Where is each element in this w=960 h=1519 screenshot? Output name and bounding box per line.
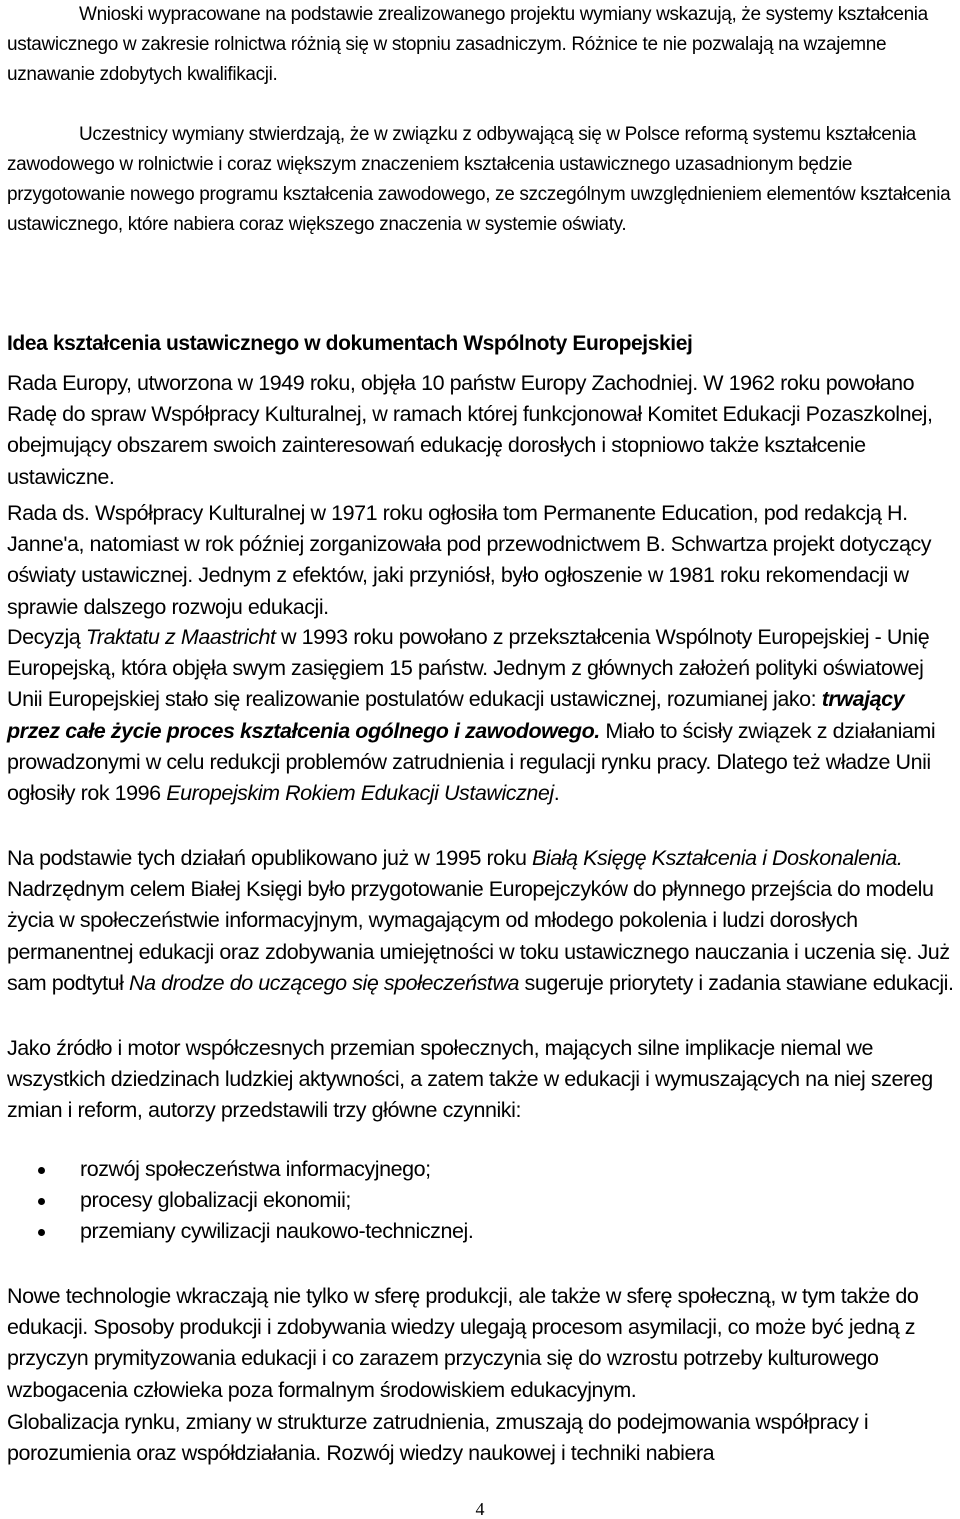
factors-intro-paragraph: Jako źródło i motor współczesnych przemian społecznych, mających silne implikacje niemal we wszystkich dziedzinach ludzkiej aktywności, a zatem także w edukacji i wymuszających na niej szereg zmian i reform, autorzy przedstawili trzy główne czynniki: <box>7 1036 933 1123</box>
lifelong-learning-definition: trwający przez całe życie proces kształcenia ogólnego i zawodowego. <box>7 687 905 743</box>
conclusion-paragraph: Wnioski wypracowane na podstawie zrealizowanego projektu wymiany wskazują, że systemy kształcenia ustawicznego w zakresie rolnictwa różnią się w stopniu zasadniczym. Różnice te nie pozwalają na wzajemne uznawanie zdobytych kwalifikacji. <box>7 4 928 85</box>
list-item <box>7 1216 947 1247</box>
bullet-icon <box>38 1198 45 1205</box>
maastricht-text-a: Decyzją <box>7 625 86 649</box>
white-paper-text-c: sugeruje priorytety i zadania stawiane edukacji. <box>519 970 954 995</box>
globalization-paragraph: Globalizacja rynku, zmiany w strukturze zatrudnienia, zmuszają do podejmowania współpracy i porozumienia oraz współdziałania. Rozwój wiedzy naukowej i techniki nabiera <box>7 1410 869 1466</box>
list-item <box>7 1185 947 1216</box>
list-item <box>7 1154 947 1185</box>
section-heading: Idea kształcenia ustawicznego w dokumentach Wspólnoty Europejskiej <box>7 332 693 356</box>
factor-label: przemiany cywilizacji naukowo-technicznej. <box>80 1219 474 1243</box>
bullet-icon <box>38 1229 45 1236</box>
participants-paragraph: Uczestnicy wymiany stwierdzają, że w związku z odbywającą się w Polsce reformą systemu kształcenia zawodowego w rolnictwie i coraz większym znaczeniem kształcenia ustawicznego uzasadnionym będzie przygotowanie nowego programu kształcenia zawodowego, ze szczególnym uwzględnieniem elementów kształcenia ustawicznego, które nabiera coraz większego znaczenia w systemie oświaty. <box>7 124 951 235</box>
maastricht-text-d: . <box>553 781 560 806</box>
treaty-name: Traktatu z Maastricht <box>85 625 276 649</box>
white-paper-text-b: Nadrzędnym celem Białej Księgi było przygotowanie Europejczyków do płynnego przejścia do modelu życia w społeczeństwie informacyjnym, wymagającym od młodego pokolenia i ludzi dorosłych permanentnej edukacji oraz zdobywania umiejętności w toku ustawicznego nauczania i uczenia się. Już sam podtytuł <box>7 877 950 995</box>
factors-list <box>7 1154 947 1247</box>
white-paper-text-a: Na podstawie tych działań opublikowano już w 1995 roku <box>7 846 533 870</box>
cultural-cooperation-paragraph: Rada ds. Współpracy Kulturalnej w 1971 roku ogłosiła tom Permanente Education, pod redakcją H. Janne'a, natomiast w rok później zorganizowała pod przewodnictwem B. Schwartza projekt dotyczący oświaty ustawicznej. Jednym z efektów, jaki przyniósł, było ogłoszenie w 1981 roku rekomendacji w sprawie dalszego rozwoju edukacji. <box>7 501 932 619</box>
maastricht-text-c: Miało to ścisły związek z działaniami prowadzonymi w celu redukcji problemów zatrudnienia i regulacji rynku pracy. Dlatego też władze Unii ogłosiły rok 1996 <box>7 718 936 806</box>
white-paper-subtitle: Na drodze do uczącego się społeczeństwa <box>129 970 520 995</box>
page-number: 4 <box>475 1499 485 1519</box>
technology-paragraph: Nowe technologie wkraczają nie tylko w sferę produkcji, ale także w sferę społeczną, w tym także do edukacji. Sposoby produkcji i zdobywania wiedzy ulegają procesom asymilacji, co może być jedną z przyczyn prymityzowania edukacji i co zarazem przyczynia się do wzrostu potrzeby kulturowego wzbogacenia człowieka poza formalnym środowiskiem edukacyjnym. <box>7 1284 919 1402</box>
white-paper-title: Białą Księgę Kształcenia i Doskonalenia. <box>532 846 903 870</box>
white-paper-paragraph <box>7 843 957 999</box>
maastricht-text-b: w 1993 roku powołano z przekształcenia Wspólnoty Europejskiej - Unię Europejską, która objęła swym zasięgiem 15 państw. Jednym z głównych założeń polityki oświatowej Unii Europejskiej stało się realizowanie postulatów edukacji ustawicznej, rozumianej jako: <box>7 625 930 712</box>
factor-label: rozwój społeczeństwa informacyjnego; <box>80 1157 431 1181</box>
factor-label: procesy globalizacji ekonomii; <box>80 1188 351 1212</box>
maastricht-paragraph <box>7 622 957 809</box>
council-of-europe-paragraph: Rada Europy, utworzona w 1949 roku, objęła 10 państw Europy Zachodniej. W 1962 roku powołano Radę do spraw Współpracy Kulturalnej, w ramach której funkcjonował Komitet Edukacji Pozaszkolnej, obejmujący obszarem swoich zainteresowań edukację dorosłych i stopniowo także kształcenie ustawiczne. <box>7 371 933 489</box>
bullet-icon <box>38 1167 45 1174</box>
european-year-name: Europejskim Rokiem Edukacji Ustawicznej <box>166 781 554 806</box>
